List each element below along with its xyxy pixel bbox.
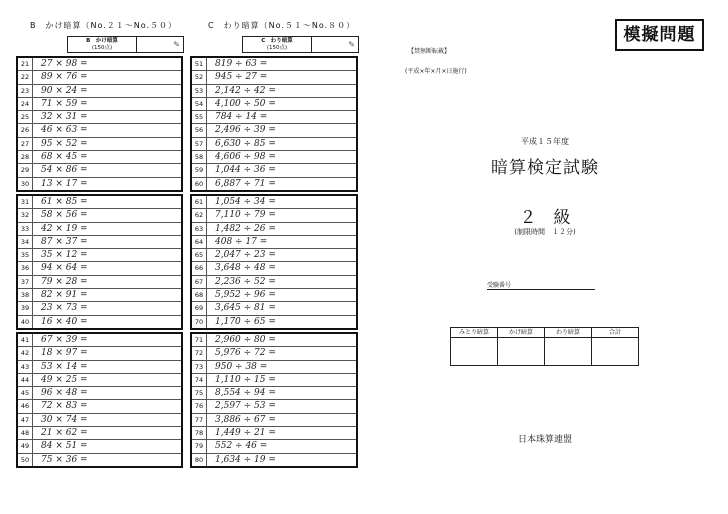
wari-question-row: [192, 414, 356, 427]
kake-problem-answer-field[interactable]: 27 × 98 =: [41, 59, 88, 69]
question-number: 25: [18, 111, 33, 123]
kake-question-row: [18, 138, 181, 151]
question-number: 43: [18, 361, 33, 373]
kake-question-row: [18, 98, 181, 111]
wari-problem-answer-field[interactable]: 552 ÷ 46 =: [215, 441, 268, 452]
summary-header-kake: かけ暗算: [498, 328, 545, 338]
wari-question-row: [192, 440, 356, 453]
kake-question-row: [18, 454, 181, 466]
question-number: 29: [18, 164, 33, 176]
wari-question-row: [192, 111, 356, 124]
kake-score-name: かけ暗算: [95, 38, 118, 44]
kake-question-row: [18, 276, 181, 289]
question-number: 34: [18, 236, 33, 248]
kake-problem-answer-field[interactable]: 79 × 28 =: [41, 276, 88, 287]
question-number: 49: [18, 440, 33, 452]
kake-problem-answer-field[interactable]: 61 × 85 =: [41, 196, 88, 207]
wari-problem-answer-field[interactable]: 6,630 ÷ 85 =: [215, 138, 276, 149]
summary-cell-wari[interactable]: [545, 338, 592, 366]
summary-cell-total[interactable]: [592, 338, 639, 366]
wari-problem-answer-field[interactable]: 2,142 ÷ 42 =: [215, 85, 276, 96]
wari-question-block: [190, 332, 358, 468]
question-number: 55: [192, 111, 207, 123]
wari-problem-answer-field[interactable]: 1,482 ÷ 26 =: [215, 223, 276, 234]
kake-question-table: [16, 56, 183, 470]
wari-question-block: [190, 56, 358, 192]
wari-score-label: [243, 37, 312, 52]
question-number: 46: [18, 400, 33, 412]
reprint-notice: 【禁無断転載】: [408, 48, 451, 55]
question-number: 60: [192, 178, 207, 190]
kake-question-row: [18, 262, 181, 275]
kake-problem-answer-field[interactable]: 23 × 73 =: [41, 303, 88, 314]
kake-question-row: [18, 302, 181, 315]
kake-problem-answer-field[interactable]: 75 × 36 =: [41, 454, 88, 465]
wari-problem-answer-field[interactable]: 5,976 ÷ 72 =: [215, 348, 276, 359]
wari-problem-answer-field[interactable]: 5,952 ÷ 96 =: [215, 290, 276, 301]
kake-question-row: [18, 400, 181, 413]
wari-problem-answer-field[interactable]: 1,170 ÷ 65 =: [215, 316, 276, 327]
wari-problem-answer-field[interactable]: 950 ÷ 38 =: [215, 361, 268, 372]
wari-question-row: [192, 374, 356, 387]
question-number: 75: [192, 387, 207, 399]
kake-score-box: [67, 36, 184, 53]
wari-score-points: (150点): [266, 44, 288, 51]
kake-question-row: [18, 236, 181, 249]
question-number: 79: [192, 440, 207, 452]
summary-cell-kake[interactable]: [498, 338, 545, 366]
issue-date: (平成×年×月×日施行): [405, 68, 467, 75]
summary-cell-mitori[interactable]: [451, 338, 498, 366]
wari-question-table: [190, 56, 358, 470]
kake-question-row: [18, 178, 181, 190]
question-number: 33: [18, 223, 33, 235]
wari-section-title: C わり暗算（No.５１〜No.８０）: [208, 21, 356, 30]
kake-score-letter: B: [86, 38, 91, 44]
wari-question-row: [192, 58, 356, 71]
question-number: 64: [192, 236, 207, 248]
kake-question-row: [18, 151, 181, 164]
organizer: 日本珠算連盟: [517, 435, 572, 445]
wari-question-row: [192, 98, 356, 111]
exam-title: 暗算検定試験: [491, 158, 599, 178]
kake-problem-answer-field[interactable]: 96 × 48 =: [41, 388, 88, 399]
question-number: 70: [192, 316, 207, 328]
wari-question-row: [192, 236, 356, 249]
question-number: 71: [192, 334, 207, 346]
question-number: 21: [18, 58, 33, 70]
kake-problem-answer-field[interactable]: 67 × 39 =: [41, 334, 88, 345]
wari-question-row: [192, 289, 356, 302]
wari-question-row: [192, 196, 356, 209]
kake-problem-answer-field[interactable]: 95 × 52 =: [41, 138, 88, 149]
wari-problem-answer-field[interactable]: 2,236 ÷ 52 =: [215, 276, 276, 287]
kake-question-row: [18, 164, 181, 177]
wari-problem-answer-field[interactable]: 1,449 ÷ 21 =: [215, 428, 276, 439]
time-limit: (制限時間 １２分): [514, 228, 576, 236]
wari-question-row: [192, 387, 356, 400]
kake-question-row: [18, 58, 181, 71]
wari-problem-answer-field[interactable]: 819 ÷ 63 =: [215, 59, 268, 69]
question-number: 73: [192, 361, 207, 373]
question-number: 40: [18, 316, 33, 328]
kake-question-row: [18, 334, 181, 347]
wari-problem-answer-field[interactable]: 408 ÷ 17 =: [215, 236, 268, 247]
question-number: 51: [192, 58, 207, 70]
question-number: 45: [18, 387, 33, 399]
question-number: 39: [18, 302, 33, 314]
wari-problem-answer-field[interactable]: 1,054 ÷ 34 =: [215, 196, 276, 207]
kake-question-row: [18, 289, 181, 302]
question-number: 72: [192, 347, 207, 359]
kake-question-row: [18, 414, 181, 427]
kake-problem-answer-field[interactable]: 13 × 17 =: [41, 178, 88, 189]
question-number: 47: [18, 414, 33, 426]
wari-problem-answer-field[interactable]: 2,047 ÷ 23 =: [215, 250, 276, 261]
kake-question-row: [18, 316, 181, 328]
wari-problem-answer-field[interactable]: 1,634 ÷ 19 =: [215, 454, 276, 465]
kake-question-row: [18, 111, 181, 124]
question-number: 38: [18, 289, 33, 301]
wari-question-row: [192, 249, 356, 262]
question-number: 66: [192, 262, 207, 274]
wari-problem-answer-field[interactable]: 2,960 ÷ 80 =: [215, 334, 276, 345]
kake-problem-answer-field[interactable]: 54 × 86 =: [41, 165, 88, 176]
wari-problem-answer-field[interactable]: 2,597 ÷ 53 =: [215, 401, 276, 412]
wari-question-row: [192, 138, 356, 151]
wari-question-row: [192, 334, 356, 347]
kake-problem-answer-field[interactable]: 42 × 19 =: [41, 223, 88, 234]
wari-problem-answer-field[interactable]: 3,648 ÷ 48 =: [215, 263, 276, 274]
wari-score-box: [242, 36, 359, 53]
question-number: 37: [18, 276, 33, 288]
wari-question-row: [192, 347, 356, 360]
kake-question-row: [18, 223, 181, 236]
wari-question-row: [192, 276, 356, 289]
question-number: 63: [192, 223, 207, 235]
kake-problem-answer-field[interactable]: 30 × 74 =: [41, 414, 88, 425]
mock-exam-badge: 模擬問題: [615, 19, 704, 51]
question-number: 41: [18, 334, 33, 346]
question-number: 36: [18, 262, 33, 274]
kake-problem-answer-field[interactable]: 90 × 24 =: [41, 85, 88, 96]
kake-problem-answer-field[interactable]: 94 × 64 =: [41, 263, 88, 274]
question-number: 48: [18, 427, 33, 439]
wari-question-row: [192, 223, 356, 236]
pencil-icon: ✎: [348, 40, 355, 49]
examinee-number-label: 受験番号: [487, 282, 512, 289]
wari-question-row: [192, 302, 356, 315]
wari-problem-answer-field[interactable]: 4,606 ÷ 98 =: [215, 152, 276, 163]
wari-problem-answer-field[interactable]: 3,645 ÷ 81 =: [215, 303, 276, 314]
kake-section-title: B かけ暗算（No.２１〜No.５０）: [30, 21, 178, 30]
kake-question-row: [18, 347, 181, 360]
question-number: 68: [192, 289, 207, 301]
kake-problem-answer-field[interactable]: 84 × 51 =: [41, 441, 88, 452]
kake-score-points: (150点): [91, 44, 113, 51]
wari-problem-answer-field[interactable]: 1,110 ÷ 15 =: [215, 374, 276, 385]
question-number: 24: [18, 98, 33, 110]
question-number: 27: [18, 138, 33, 150]
question-number: 23: [18, 85, 33, 97]
grade-label: ２ 級: [519, 208, 571, 228]
wari-problem-answer-field[interactable]: 784 ÷ 14 =: [215, 112, 268, 123]
question-number: 42: [18, 347, 33, 359]
kake-question-row: [18, 374, 181, 387]
kake-question-row: [18, 85, 181, 98]
question-number: 65: [192, 249, 207, 261]
kake-question-block: [16, 56, 183, 192]
kake-problem-answer-field[interactable]: 72 × 83 =: [41, 401, 88, 412]
question-number: 57: [192, 138, 207, 150]
kake-question-block: [16, 332, 183, 468]
wari-question-row: [192, 164, 356, 177]
kake-question-row: [18, 209, 181, 222]
exam-year: 平成１５年度: [521, 137, 569, 146]
kake-problem-answer-field[interactable]: 53 × 14 =: [41, 361, 88, 372]
question-number: 28: [18, 151, 33, 163]
wari-problem-answer-field[interactable]: 8,554 ÷ 94 =: [215, 388, 276, 399]
question-number: 26: [18, 124, 33, 136]
wari-score-name: わり暗算: [270, 38, 293, 44]
summary-header-mitori: みとり暗算: [451, 328, 498, 338]
kake-score-label: [68, 37, 137, 52]
question-number: 58: [192, 151, 207, 163]
wari-question-row: [192, 178, 356, 190]
question-number: 35: [18, 249, 33, 261]
question-number: 76: [192, 400, 207, 412]
question-number: 22: [18, 71, 33, 83]
kake-problem-answer-field[interactable]: 89 × 76 =: [41, 72, 88, 83]
score-summary-table: [450, 327, 639, 366]
kake-problem-answer-field[interactable]: 32 × 31 =: [41, 112, 88, 123]
question-number: 56: [192, 124, 207, 136]
wari-question-row: [192, 71, 356, 84]
question-number: 54: [192, 98, 207, 110]
wari-problem-answer-field[interactable]: 3,886 ÷ 67 =: [215, 414, 276, 425]
summary-header-wari: わり暗算: [545, 328, 592, 338]
wari-question-row: [192, 85, 356, 98]
kake-problem-answer-field[interactable]: 35 × 12 =: [41, 250, 88, 261]
question-number: 31: [18, 196, 33, 208]
kake-question-block: [16, 194, 183, 330]
summary-header-total: 合計: [592, 328, 639, 338]
wari-question-row: [192, 151, 356, 164]
wari-question-block: [190, 194, 358, 330]
question-number: 61: [192, 196, 207, 208]
question-number: 53: [192, 85, 207, 97]
wari-problem-answer-field[interactable]: 945 ÷ 27 =: [215, 72, 268, 83]
kake-question-row: [18, 427, 181, 440]
kake-problem-answer-field[interactable]: 71 × 59 =: [41, 98, 88, 109]
kake-problem-answer-field[interactable]: 18 × 97 =: [41, 348, 88, 359]
kake-question-row: [18, 387, 181, 400]
wari-problem-answer-field[interactable]: 1,044 ÷ 36 =: [215, 165, 276, 176]
kake-question-row: [18, 196, 181, 209]
question-number: 59: [192, 164, 207, 176]
kake-question-row: [18, 71, 181, 84]
kake-problem-answer-field[interactable]: 49 × 25 =: [41, 374, 88, 385]
question-number: 52: [192, 71, 207, 83]
question-number: 80: [192, 454, 207, 466]
wari-problem-answer-field[interactable]: 4,100 ÷ 50 =: [215, 98, 276, 109]
kake-question-row: [18, 249, 181, 262]
kake-problem-answer-field[interactable]: 46 × 63 =: [41, 125, 88, 136]
wari-question-row: [192, 454, 356, 466]
question-number: 77: [192, 414, 207, 426]
kake-problem-answer-field[interactable]: 87 × 37 =: [41, 236, 88, 247]
wari-question-row: [192, 400, 356, 413]
wari-problem-answer-field[interactable]: 2,496 ÷ 39 =: [215, 125, 276, 136]
kake-problem-answer-field[interactable]: 21 × 62 =: [41, 428, 88, 439]
examinee-number-line[interactable]: [487, 289, 595, 290]
question-number: 44: [18, 374, 33, 386]
question-number: 78: [192, 427, 207, 439]
kake-problem-answer-field[interactable]: 58 × 56 =: [41, 210, 88, 221]
wari-question-row: [192, 427, 356, 440]
wari-score-letter: C: [261, 38, 266, 44]
question-number: 62: [192, 209, 207, 221]
wari-problem-answer-field[interactable]: 6,887 ÷ 71 =: [215, 178, 276, 189]
question-number: 50: [18, 454, 33, 466]
wari-problem-answer-field[interactable]: 7,110 ÷ 79 =: [215, 210, 276, 221]
pencil-icon: ✎: [173, 40, 180, 49]
question-number: 30: [18, 178, 33, 190]
kake-question-row: [18, 361, 181, 374]
kake-question-row: [18, 124, 181, 137]
kake-question-row: [18, 440, 181, 453]
wari-question-row: [192, 361, 356, 374]
question-number: 74: [192, 374, 207, 386]
question-number: 67: [192, 276, 207, 288]
wari-question-row: [192, 124, 356, 137]
wari-question-row: [192, 316, 356, 328]
wari-question-row: [192, 262, 356, 275]
question-number: 32: [18, 209, 33, 221]
wari-question-row: [192, 209, 356, 222]
kake-problem-answer-field[interactable]: 16 × 40 =: [41, 316, 88, 327]
kake-problem-answer-field[interactable]: 82 × 91 =: [41, 290, 88, 301]
question-number: 69: [192, 302, 207, 314]
kake-problem-answer-field[interactable]: 68 × 45 =: [41, 152, 88, 163]
